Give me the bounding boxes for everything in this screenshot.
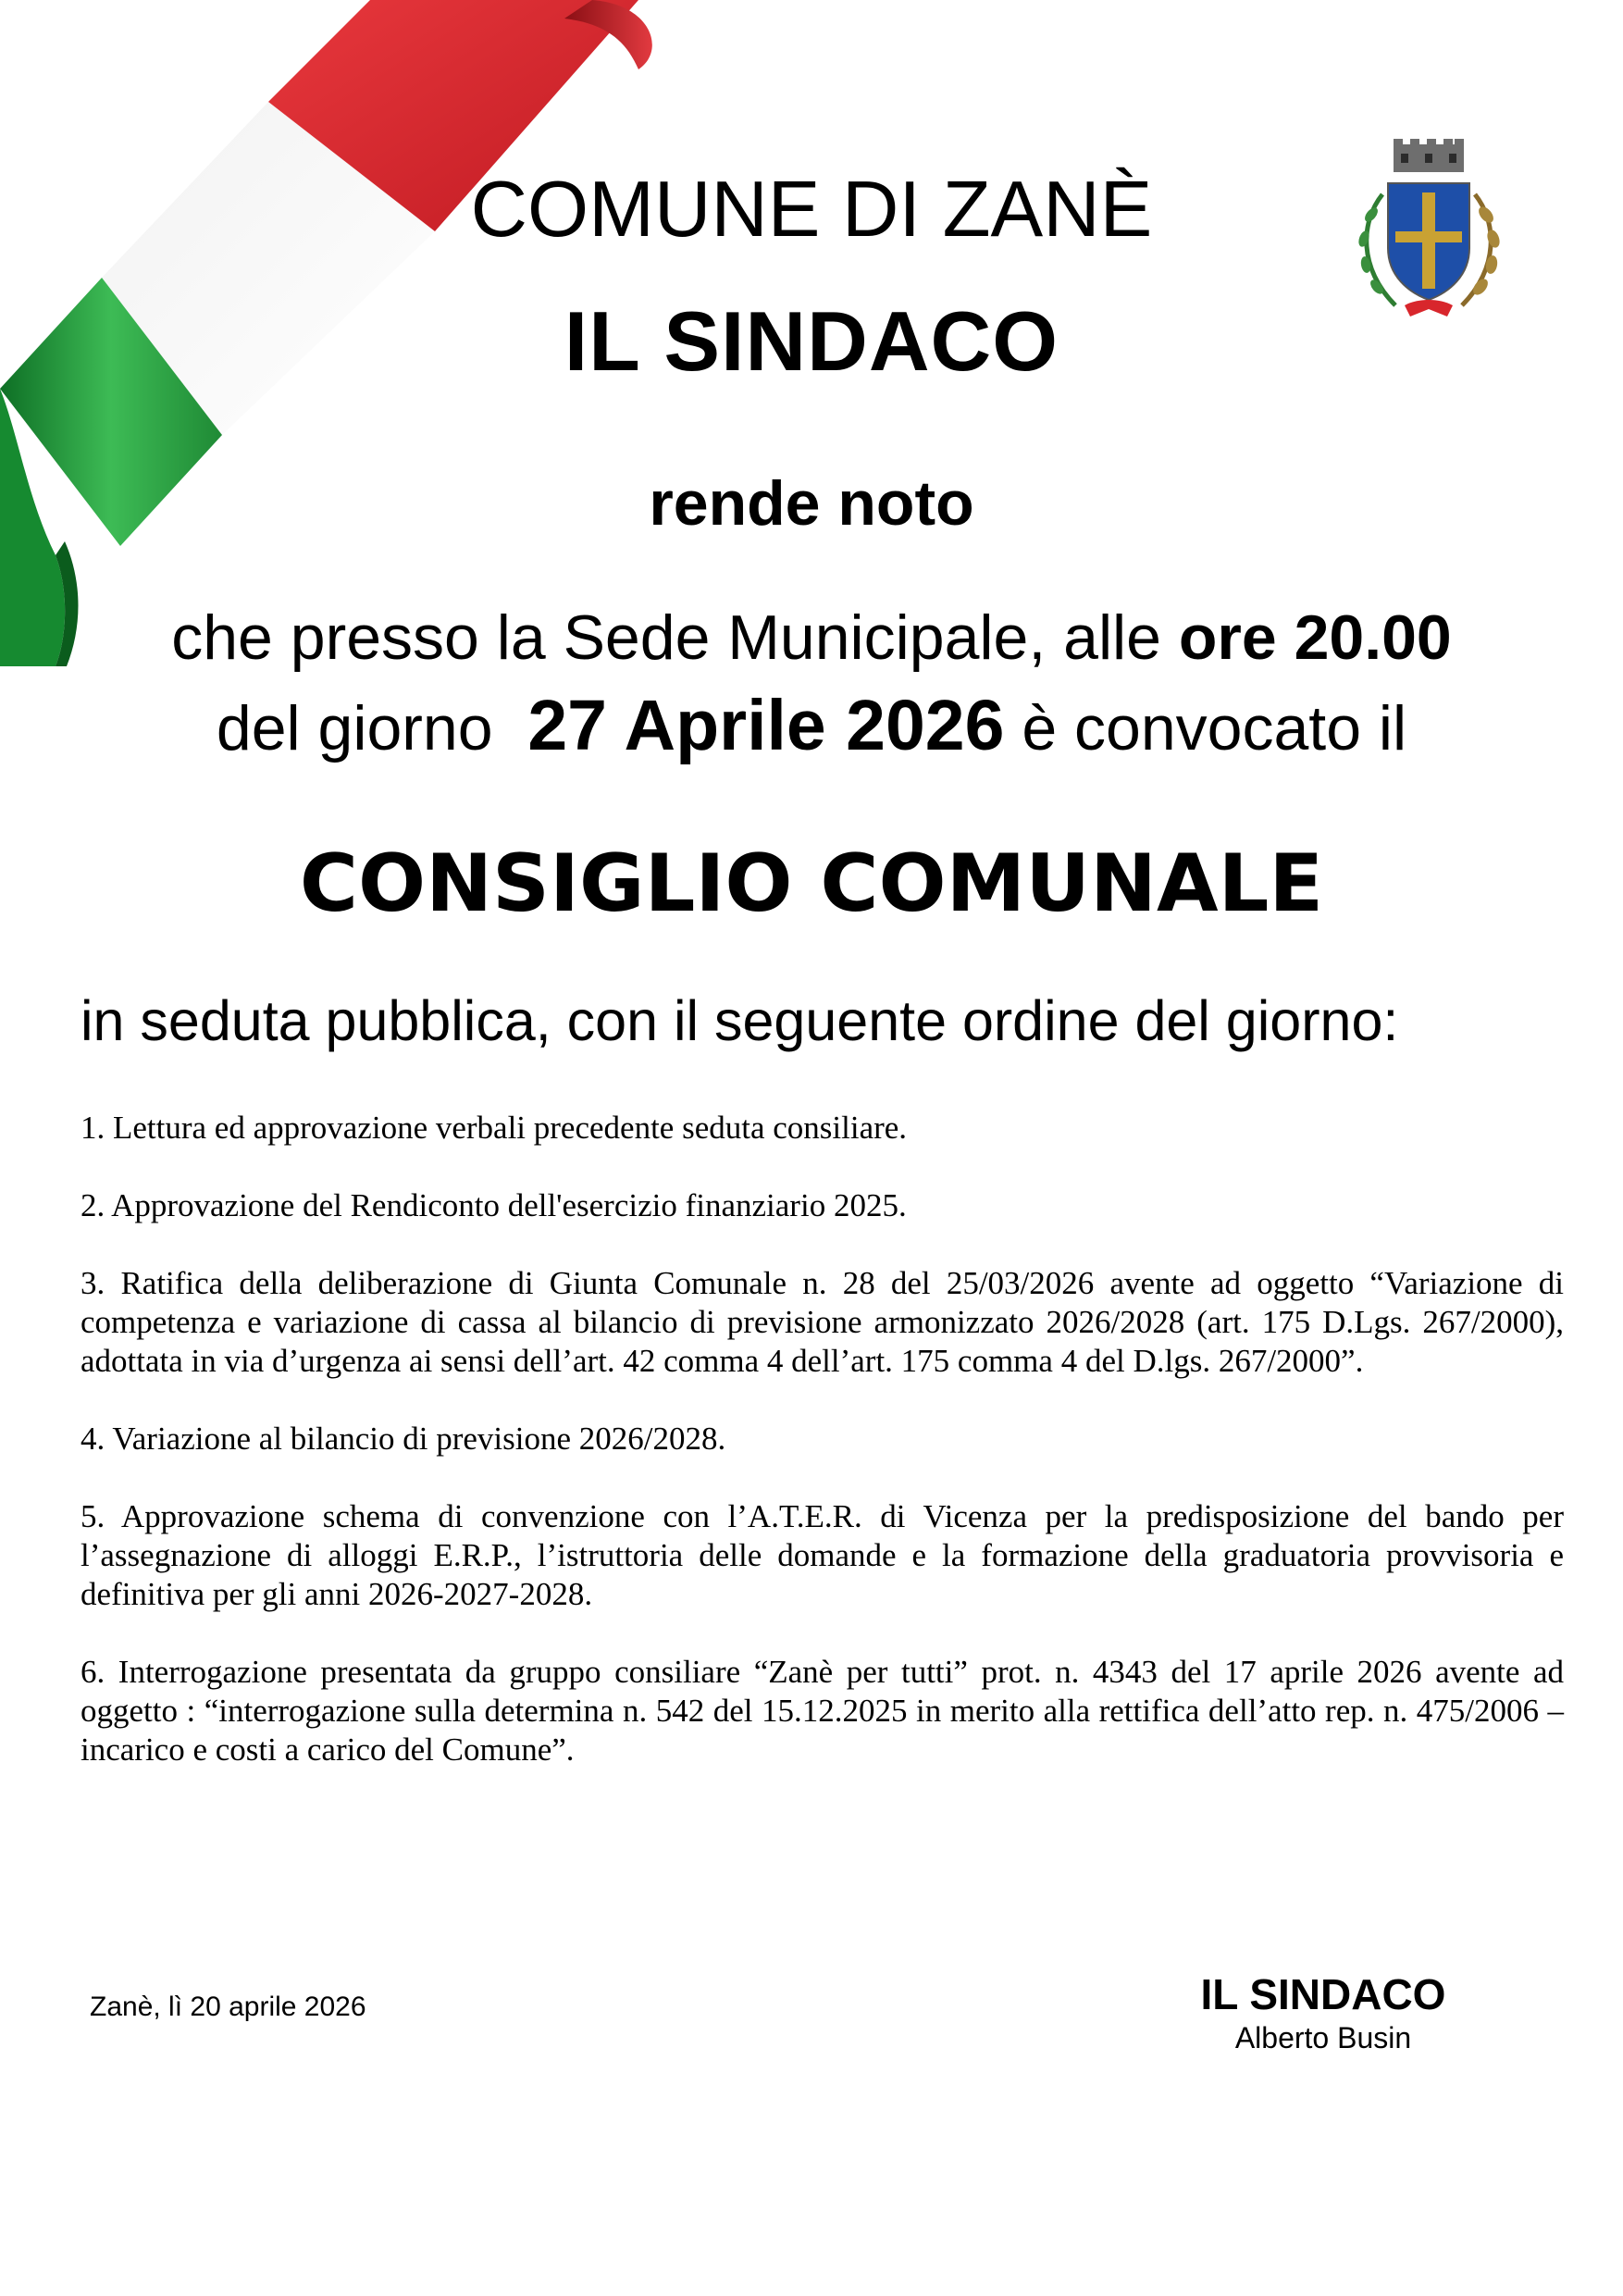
municipality-name: COMUNE DI ZANÈ	[470, 166, 1153, 254]
agenda-item: 4. Variazione al bilancio di previsione 2026/2028.	[81, 1421, 726, 1457]
meeting-date-suffix: è convocato il	[1004, 693, 1407, 763]
announcement-label: rende noto	[649, 468, 974, 539]
agenda-item: 3. Ratifica della deliberazione di Giunta Comunale n. 28 del 25/03/2026 avente ad oggetto “Variazione di competenza e variazione di cassa al bilancio di previsione armonizzato 2026/2028 (art. 175 D.Lgs. 267/2000), adottata in via d’urgenza ai sensi dell’art. 42 comma 4 dell’art. 175 comma 4 del D.lgs. 267/2000”.	[81, 1265, 1564, 1379]
meeting-time: ore 20.00	[1178, 602, 1452, 673]
meeting-date: 27 Aprile 2026	[527, 686, 1005, 765]
meeting-place-line	[0, 602, 1623, 674]
signature-title: IL SINDACO	[1200, 1970, 1446, 2018]
mayor-heading: IL SINDACO	[564, 295, 1059, 389]
agenda-list	[81, 1109, 1564, 1808]
council-title: CONSIGLIO COMUNALE	[299, 838, 1324, 930]
signature-name: Alberto Busin	[1234, 2021, 1412, 2054]
agenda-item: 1. Lettura ed approvazione verbali precedente seduta consiliare.	[81, 1110, 908, 1146]
session-subtitle: in seduta pubblica, con il seguente ordine del giorno:	[81, 989, 1399, 1052]
signature-block	[1171, 1969, 1476, 2055]
meeting-date-prefix: del giorno	[216, 693, 528, 763]
agenda-item: 5. Approvazione schema di convenzione con l’A.T.E.R. di Vicenza per la predisposizione del bando per l’assegnazione di alloggi E.R.P., l’istruttoria delle domande e la formazione della graduatoria provvisoria e definitiva per gli anni 2026-2027-2028.	[81, 1498, 1564, 1612]
place-and-date: Zanè, lì 20 aprile 2026	[90, 1992, 366, 2022]
meeting-place-text: che presso la Sede Municipale, alle	[171, 602, 1179, 673]
meeting-date-line	[0, 685, 1623, 767]
agenda-item: 2. Approvazione del Rendiconto dell'esercizio finanziario 2025.	[81, 1187, 907, 1223]
agenda-item: 6. Interrogazione presentata da gruppo consiliare “Zanè per tutti” prot. n. 4343 del 17 aprile 2026 avente ad oggetto : “interrogazione sulla determina n. 542 del 15.12.2025 in merito alla rettifica dell’atto rep. n. 475/2006 – incarico e costi a carico del Comune”.	[81, 1654, 1564, 1768]
